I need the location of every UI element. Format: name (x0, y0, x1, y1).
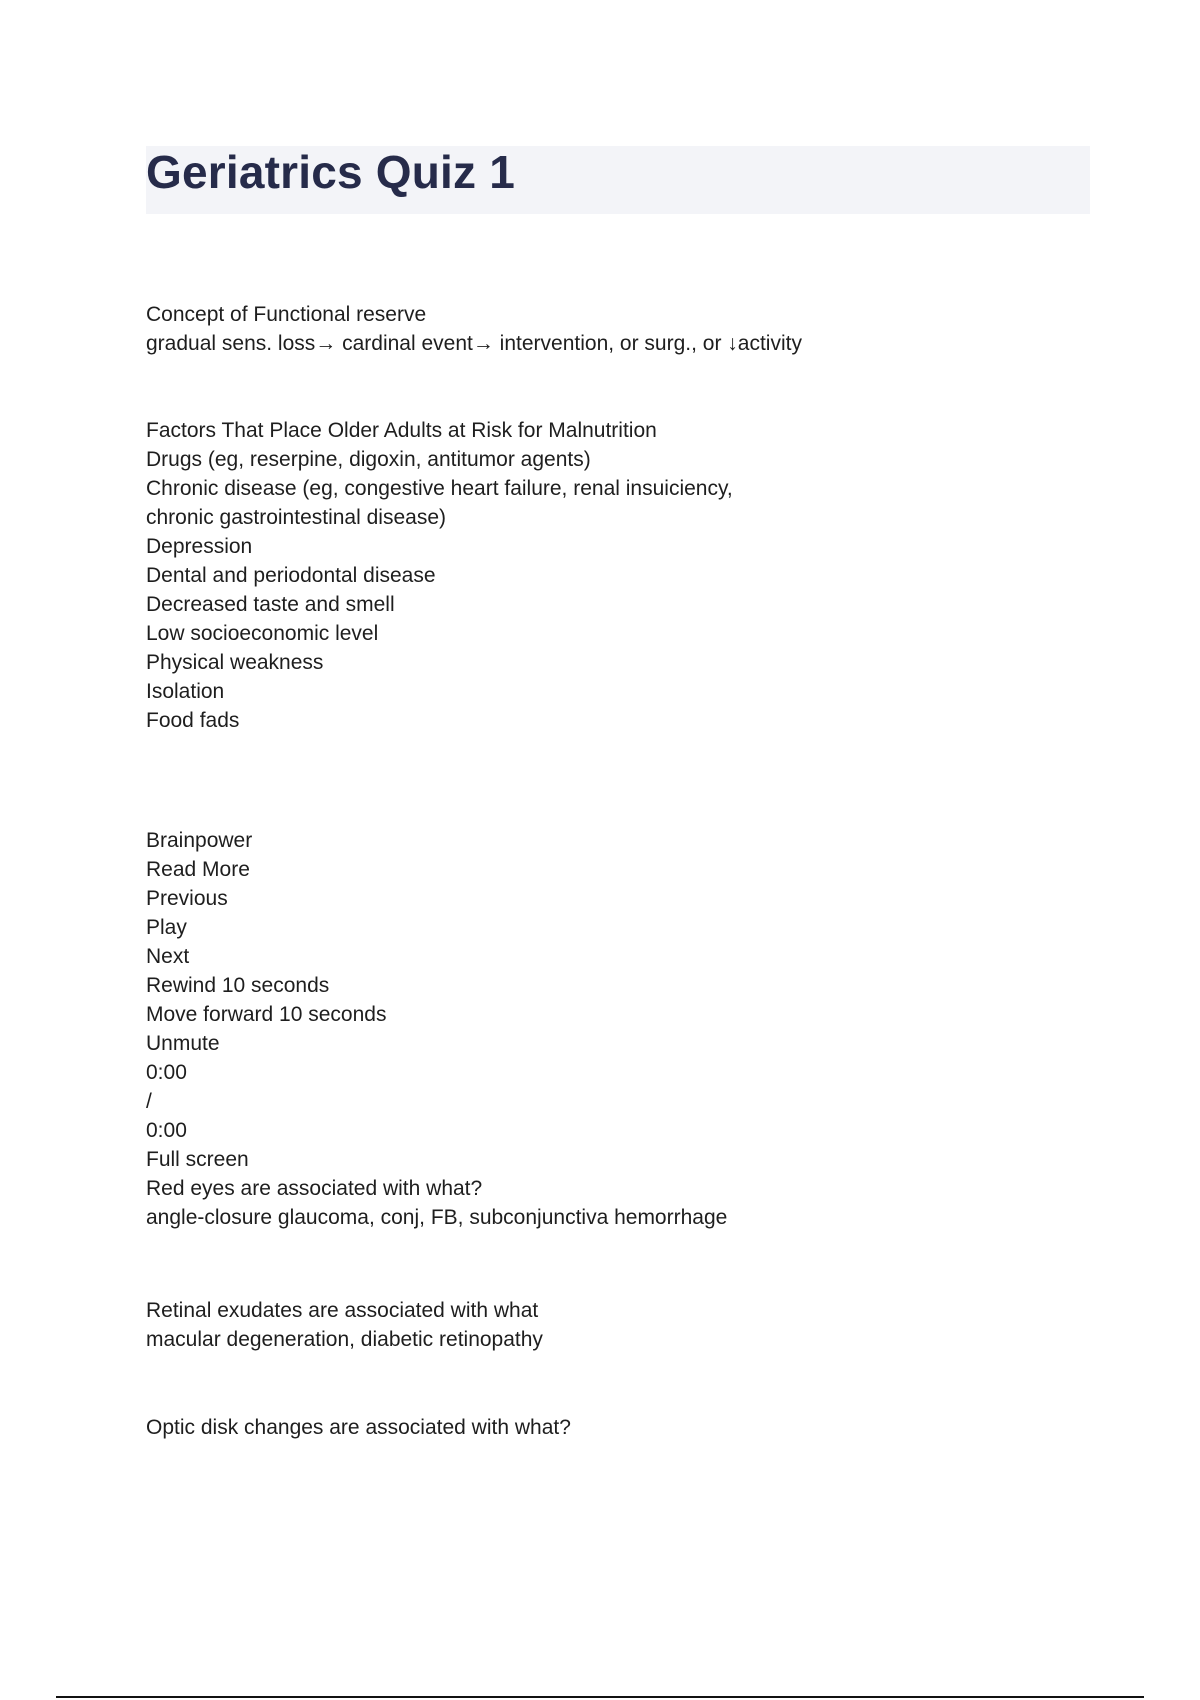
question-text: Concept of Functional reserve (146, 303, 427, 326)
time-separator: / (146, 1090, 152, 1113)
list-item: Isolation (146, 680, 225, 703)
functional-reserve-card (146, 300, 802, 358)
read-more-link[interactable]: Read More (146, 858, 250, 881)
list-item: Food fads (146, 709, 240, 732)
list-item: Depression (146, 535, 253, 558)
video-player-text (146, 826, 727, 1232)
list-item: Decreased taste and smell (146, 593, 395, 616)
page-title: Geriatrics Quiz 1 (146, 146, 515, 198)
answer-text: angle-closure glaucoma, conj, FB, subconjunctiva hemorrhage (146, 1206, 728, 1229)
unmute-button[interactable]: Unmute (146, 1032, 220, 1055)
current-time: 0:00 (146, 1061, 187, 1084)
list-item: Chronic disease (eg, congestive heart failure, renal insuiciency, (146, 477, 733, 500)
answer-text: macular degeneration, diabetic retinopathy (146, 1328, 543, 1351)
list-item: chronic gastrointestinal disease) (146, 506, 446, 529)
question-text: Optic disk changes are associated with what? (146, 1416, 571, 1439)
page-footer-rule (56, 1696, 1144, 1698)
malnutrition-card (146, 416, 733, 735)
brand-label: Brainpower (146, 829, 253, 852)
optic-disk-card (146, 1413, 571, 1442)
rewind-button[interactable]: Rewind 10 seconds (146, 974, 330, 997)
play-button[interactable]: Play (146, 916, 187, 939)
list-item: Drugs (eg, reserpine, digoxin, antitumor agents) (146, 448, 591, 471)
question-text: Factors That Place Older Adults at Risk for Malnutrition (146, 419, 657, 442)
full-screen-button[interactable]: Full screen (146, 1148, 249, 1171)
retinal-exudates-card (146, 1296, 543, 1354)
duration: 0:00 (146, 1119, 187, 1142)
question-text: Retinal exudates are associated with what (146, 1299, 539, 1322)
forward-button[interactable]: Move forward 10 seconds (146, 1003, 387, 1026)
list-item: Physical weakness (146, 651, 324, 674)
previous-button[interactable]: Previous (146, 887, 228, 910)
question-text: Red eyes are associated with what? (146, 1177, 483, 1200)
list-item: Dental and periodontal disease (146, 564, 436, 587)
list-item: Low socioeconomic level (146, 622, 379, 645)
next-button[interactable]: Next (146, 945, 190, 968)
answer-text: gradual sens. loss→ cardinal event→ intervention, or surg., or ↓activity (146, 332, 802, 355)
